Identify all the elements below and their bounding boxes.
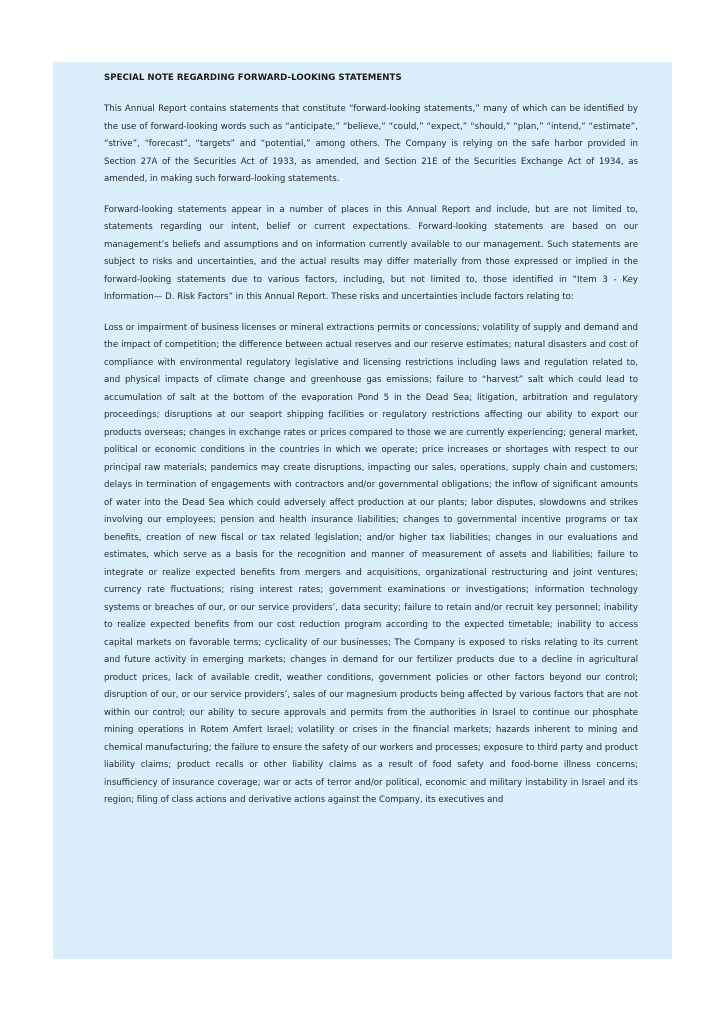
paragraph-locations: Forward-looking statements appear in a number of places in this Annual Report and include, but are not limited to, statements regarding our intent, belief or current expectations. Forward-looking statements are based on our management’s beliefs and assumptions and on information currently available to our management. Such statements are subject to risks and uncertainties, and the actual results may differ materially from those expressed or implied in the forward-looking statements due to various factors, including, but not limited to, those identified in “Item 3 - Key Information— D. Risk Factors” in this Annual Report. These risks and uncertainties include factors relating to: [104,204,638,302]
section-title: SPECIAL NOTE REGARDING FORWARD-LOOKING STATEMENTS [104,73,402,83]
forward-looking-statements-panel [53,62,672,959]
paragraph-intro: This Annual Report contains statements that constitute “forward-looking statements,” many of which can be identified by the use of forward-looking words such as “anticipate,” “believe,” “could,” “expect,” “should,” “plan,” “intend,” “estimate”, “strive”, “forecast”, “targets” and “potential,” among others. The Company is relying on the safe harbor provided in Section 27A of the Securities Act of 1933, as amended, and Section 21E of the Securities Exchange Act of 1934, as amended, in making such forward-looking statements. [104,104,638,184]
paragraph-risk-factors: Loss or impairment of business licenses or mineral extractions permits or concessions; volatility of supply and demand and the impact of competition; the difference between actual reserves and our reserve estimates; natural disasters and cost of compliance with environmental regulatory legislative and licensing restrictions including laws and regulation related to, and physical impacts of climate change and greenhouse gas emissions; failure to “harvest” salt which could lead to accumulation of salt at the bottom of the evaporation Pond 5 in the Dead Sea; litigation, arbitration and regulatory proceedings; disruptions at our seaport shipping facilities or regulatory restrictions affecting our ability to export our products overseas; changes in exchange rates or prices compared to those we are currently experiencing; general market, political or economic conditions in the countries in which we operate; price increases or shortages with respect to our principal raw materials; pandemics may create disruptions, impacting our sales, operations, supply chain and customers; delays in termination of engagements with contractors and/or governmental obligations; the inflow of significant amounts of water into the Dead Sea which could adversely affect production at our plants; labor disputes, slowdowns and strikes involving our employees; pension and health insurance liabilities; changes to governmental incentive programs or tax benefits, creation of new fiscal or tax related legislation; and/or higher tax liabilities; changes in our evaluations and estimates, which serve as a basis for the recognition and manner of measurement of assets and liabilities; failure to integrate or realize expected benefits from mergers and acquisitions, organizational restructuring and joint ventures; currency rate fluctuations; rising interest rates; government examinations or investigations; information technology systems or breaches of our, or our service providers’, data security; failure to retain and/or recruit key personnel; inability to realize expected benefits from our cost reduction program according to the expected timetable; inability to access capital markets on favorable terms; cyclicality of our businesses; The Company is exposed to risks relating to its current and future activity in emerging markets; changes in demand for our fertilizer products due to a decline in agricultural product prices, lack of available credit, weather conditions, government policies or other factors beyond our control; disruption of our, or our service providers’, sales of our magnesium products being affected by various factors that are not within our control; our ability to secure approvals and permits from the authorities in Israel to continue our phosphate mining operations in Rotem Amfert Israel; volatility or crises in the financial markets; hazards inherent to mining and chemical manufacturing; the failure to ensure the safety of our workers and processes; exposure to third party and product liability claims; product recalls or other liability claims as a result of food safety and food-borne illness concerns; insufficiency of insurance coverage; war or acts of terror and/or political, economic and military instability in Israel and its region; filing of class actions and derivative actions against the Company, its executives and [104,322,638,805]
